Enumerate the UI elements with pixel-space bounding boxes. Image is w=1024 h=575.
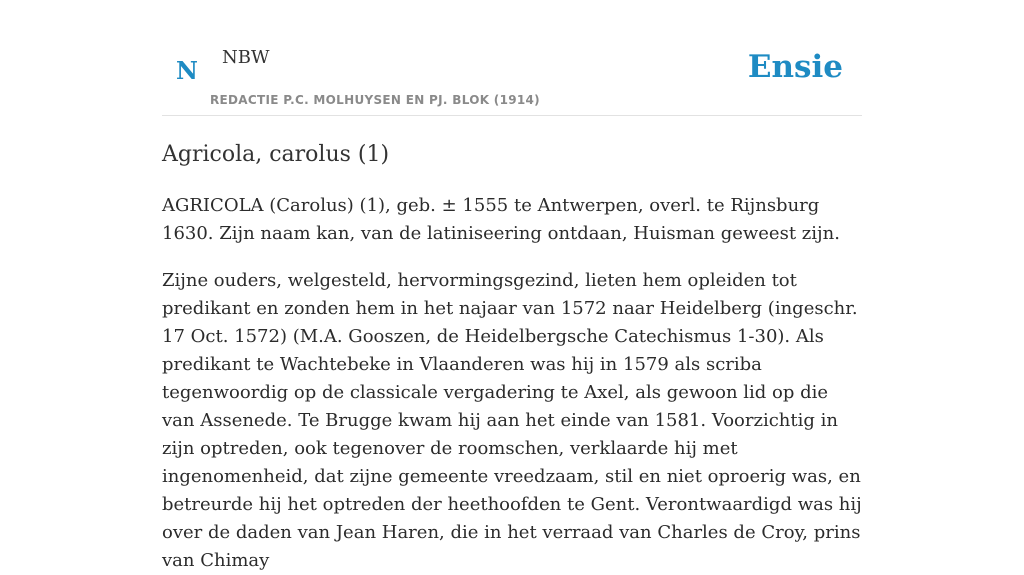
source-subtitle: REDACTIE P.C. MOLHUYSEN EN PJ. BLOK (1914) xyxy=(210,93,540,107)
article-paragraph: AGRICOLA (Carolus) (1), geb. ± 1555 te Antwerpen, overl. te Rijnsburg 1630. Zijn naam kan, van de latiniseering ontdaan, Huisman geweest zijn. xyxy=(162,195,840,244)
source-logo-letter[interactable]: N xyxy=(176,56,198,85)
source-header xyxy=(162,44,862,116)
article-title: Agricola, carolus (1) xyxy=(162,142,390,167)
source-name[interactable]: NBW xyxy=(222,47,270,68)
article-body xyxy=(162,192,862,575)
brand-logo[interactable]: Ensie xyxy=(747,49,843,85)
article-page xyxy=(162,0,862,575)
article-paragraph: Zijne ouders, welgesteld, hervormingsgezind, lieten hem opleiden tot predikant en zonden hem in het najaar van 1572 naar Heidelberg (ingeschr. 17 Oct. 1572) (M.A. Gooszen, de Heidelbergsche Catechismus 1-30). Als predikant te Wachtebeke in Vlaanderen was hij in 1579 als scriba tegenwoordig op de classicale vergadering te Axel, als gewoon lid op die van Assenede. Te Brugge kwam hij aan het einde van 1581. Voorzichtig in zijn optreden, ook tegenover de roomschen, verklaarde hij met ingenomenheid, dat zijne gemeente vreedzaam, stil en niet oproerig was, en betreurde hij het optreden der heethoofden te Gent. Verontwaardigd was hij over de daden van Jean Haren, die in het verraad van Charles de Croy, prins van Chimay xyxy=(162,270,862,571)
